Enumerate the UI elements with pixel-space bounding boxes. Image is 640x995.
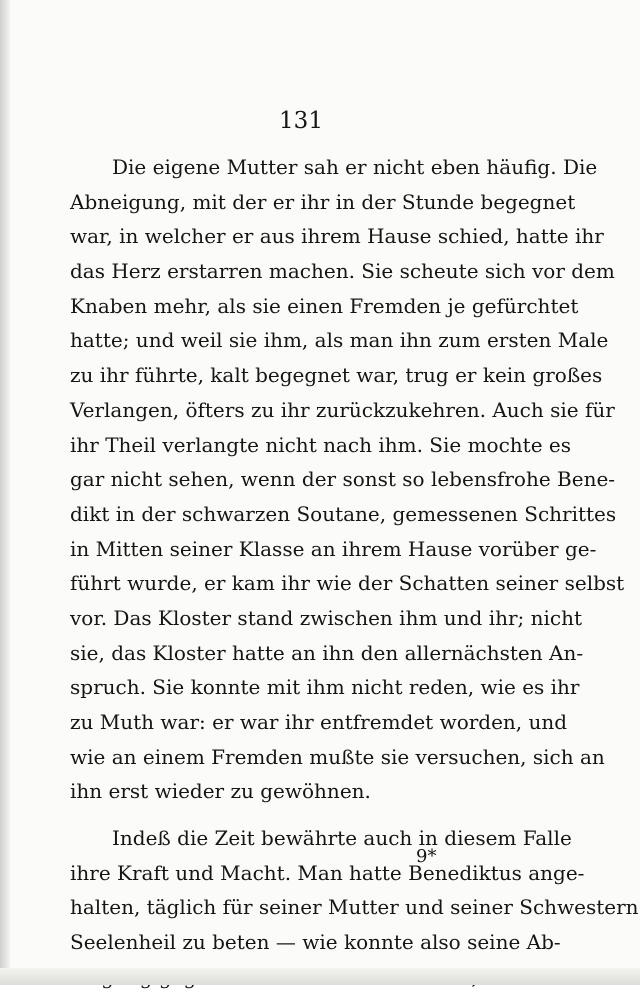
text-line: das Herz erstarren machen. Sie scheute sich vor dem bbox=[70, 259, 615, 284]
body-text bbox=[70, 150, 639, 995]
text-line: spruch. Sie konnte mit ihm nicht reden, wie es ihr bbox=[70, 675, 580, 700]
text-line: in Mitten seiner Klasse an ihrem Hause vorüber ge- bbox=[70, 536, 597, 561]
text-line: ihre Kraft und Macht. Man hatte Benediktus ange- bbox=[70, 860, 585, 885]
text-line: Abneigung, mit der er ihr in der Stunde begegnet bbox=[70, 189, 576, 214]
text-line: zu ihr führte, kalt begegnet war, trug er kein großes bbox=[70, 363, 603, 388]
text-line: Knaben mehr, als sie einen Fremden je gefürchtet bbox=[70, 293, 579, 318]
text-line: sie, das Kloster hatte an ihn den allernächsten An- bbox=[70, 640, 584, 665]
page-left-edge-shadow bbox=[0, 0, 10, 985]
paragraph-gap bbox=[70, 809, 532, 821]
text-line: Die eigene Mutter sah er nicht eben häufig. Die bbox=[112, 155, 598, 179]
text-line: ihr Theil verlangte nicht nach ihm. Sie mochte es bbox=[70, 432, 571, 457]
text-line: vor. Das Kloster stand zwischen ihm und ihr; nicht bbox=[70, 605, 583, 630]
signature-mark: 9* bbox=[416, 846, 437, 867]
text-line: dikt in der schwarzen Soutane, gemessenen Schrittes bbox=[70, 501, 617, 526]
text-line: Indeß die Zeit bewährte auch in diesem Falle bbox=[112, 826, 572, 851]
text-line: gar nicht sehen, wenn der sonst so lebensfrohe Bene- bbox=[70, 467, 616, 492]
text-line: führt wurde, er kam ihr wie der Schatten seiner selbst bbox=[70, 571, 625, 596]
text-line: Seelenheil zu beten — wie konnte also seine Ab- bbox=[70, 930, 561, 955]
text-line: halten, täglich für seiner Mutter und seiner Schwestern bbox=[70, 895, 639, 920]
text-line: war, in welcher er aus ihrem Hause schied, hatte ihr bbox=[70, 224, 604, 249]
text-line: zu Muth war: er war ihr entfremdet worden, und bbox=[70, 710, 568, 734]
text-line: ihn erst wieder zu gewöhnen. bbox=[70, 779, 371, 804]
page-number: 131 bbox=[279, 108, 323, 134]
text-line: Verlangen, öfters zu ihr zurückzukehren. Auch sie für bbox=[70, 397, 615, 422]
text-line: hatte; und weil sie ihm, als man ihn zum ersten Male bbox=[70, 328, 609, 353]
text-line: wie an einem Fremden mußte sie versuchen, sich an bbox=[70, 744, 605, 769]
page-bottom-edge-shadow bbox=[0, 968, 640, 985]
